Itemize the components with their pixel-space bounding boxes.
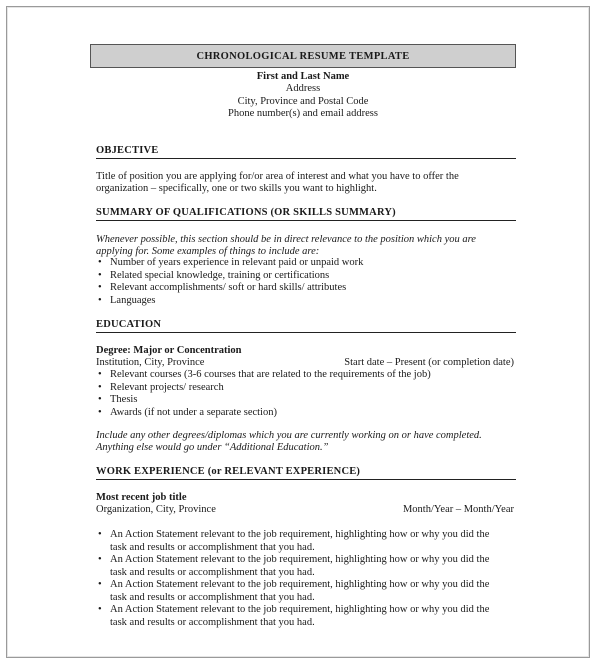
education-note-1: Include any other degrees/diplomas which you are currently working on or have completed. — [96, 430, 482, 441]
bullet-icon: • — [98, 406, 102, 418]
education-list — [96, 369, 516, 419]
summary-list — [96, 257, 516, 307]
list-item: • Number of years experience in relevant paid or unpaid work — [98, 257, 364, 268]
objective-heading: OBJECTIVE — [96, 145, 516, 159]
list-item: • Languages — [98, 294, 156, 306]
list-item: • Relevant projects/ research — [98, 381, 224, 393]
work-organization-row — [96, 504, 514, 517]
list-item: • Related special knowledge, training or certifications — [98, 269, 330, 281]
objective-line-1: Title of position you are applying for/or area of interest and what you have to offer the — [96, 171, 459, 182]
bullet-icon: • — [98, 381, 102, 393]
bullet-icon: • — [98, 269, 102, 281]
bullet-icon: • — [98, 604, 102, 615]
work-job-title: Most recent job title — [96, 492, 187, 503]
template-title: CHRONOLOGICAL RESUME TEMPLATE — [90, 44, 516, 68]
summary-intro-1: Whenever possible, this section should be in direct relevance to the position which you are — [96, 234, 476, 245]
bullet-icon: • — [98, 369, 102, 380]
list-item: • An Action Statement relevant to the job requirement, highlighting how or why you did the task and results or accomplishment that you had. — [98, 579, 490, 603]
list-item: • An Action Statement relevant to the job requirement, highlighting how or why you did the task and results or accomplishment that you had. — [98, 554, 490, 578]
contact-name: First and Last Name — [256, 71, 350, 82]
education-institution-row — [96, 357, 514, 370]
work-dates: Month/Year – Month/Year — [402, 504, 514, 515]
work-organization: Organization, City, Province — [96, 504, 216, 515]
education-heading: EDUCATION — [96, 319, 516, 333]
list-item: • An Action Statement relevant to the job requirement, highlighting how or why you did the task and results or accomplishment that you had. — [98, 529, 490, 553]
list-item: • Relevant courses (3-6 courses that are related to the requirements of the job) — [98, 369, 431, 380]
list-item: • An Action Statement relevant to the job requirement, highlighting how or why you did the task and results or accomplishment that you had. — [98, 604, 490, 628]
bullet-icon: • — [98, 554, 102, 565]
contact-address: Address — [285, 83, 321, 94]
bullet-icon: • — [98, 294, 102, 306]
bullet-icon: • — [98, 282, 102, 293]
bullet-icon: • — [98, 394, 102, 405]
bullet-icon: • — [98, 257, 102, 268]
work-heading: WORK EXPERIENCE (or RELEVANT EXPERIENCE) — [96, 466, 516, 480]
contact-phone-email: Phone number(s) and email address — [228, 108, 378, 119]
summary-heading: SUMMARY OF QUALIFICATIONS (OR SKILLS SUMMARY) — [96, 207, 516, 221]
list-item: • Awards (if not under a separate section) — [98, 406, 277, 418]
summary-intro-2: applying for. Some examples of things to include are: — [96, 246, 320, 257]
education-dates: Start date – Present (or completion date) — [344, 357, 514, 368]
education-degree: Degree: Major or Concentration — [96, 345, 242, 356]
bullet-icon: • — [98, 529, 102, 540]
work-list — [96, 529, 516, 629]
objective-line-2: organization – specifically, one or two skills you want to highlight. — [96, 183, 377, 194]
bullet-icon: • — [98, 579, 102, 590]
list-item: • Relevant accomplishments/ soft or hard skills/ attributes — [98, 282, 347, 293]
list-item: • Thesis — [98, 394, 138, 405]
contact-city: City, Province and Postal Code — [237, 96, 369, 107]
education-note-2: Anything else would go under “Additional Education.” — [96, 442, 329, 453]
education-institution: Institution, City, Province — [96, 357, 205, 368]
